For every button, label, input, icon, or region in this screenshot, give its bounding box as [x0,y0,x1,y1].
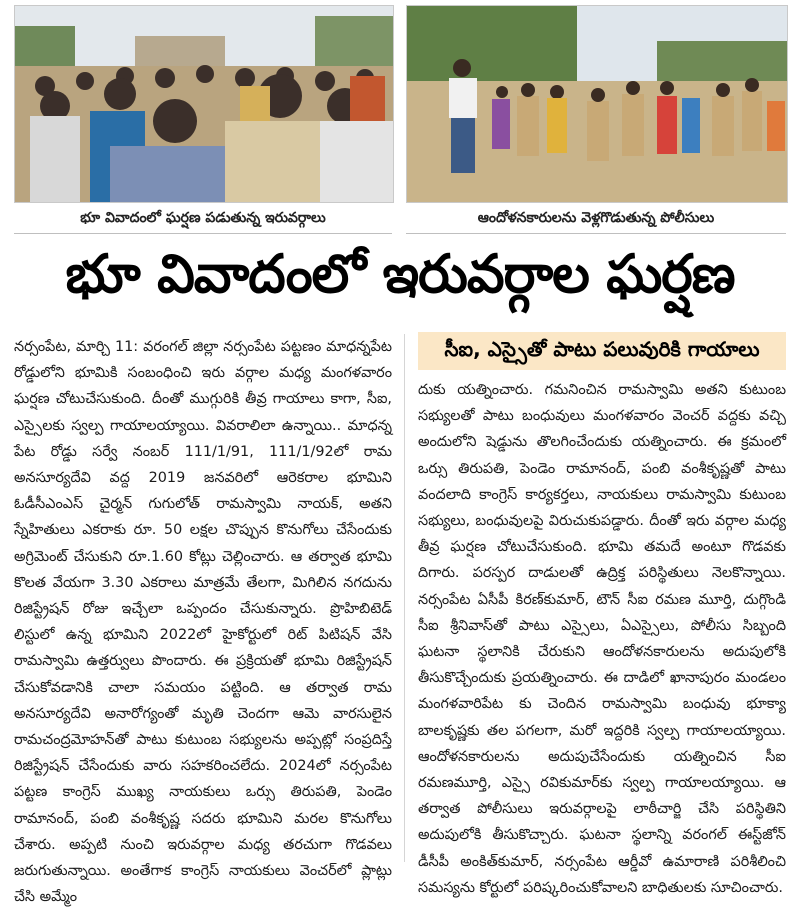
photo-police-dispersing [406,5,788,203]
headline: భూ వివాదంలో ఇరువర్గాల ఘర్షణ [65,244,735,305]
subheadline: సీఐ, ఎస్సైతో పాటు పలువురికి గాయాలు [418,332,786,370]
article-column-left [14,334,392,906]
column-divider [404,334,405,862]
photo-caption-right: ఆందోళనకారులను వెళ్లగొడుతున్న పోలీసులు [406,205,786,234]
photo-crowd-clash [14,5,394,203]
crowd-clash-image [15,6,393,202]
photo-caption-left: భూ వివాదంలో ఘర్షణ పడుతున్న ఇరువర్గాలు [14,205,392,234]
article-text-right: దుకు యత్నించారు. గమనించిన రామస్వామి అతని కుటుంబ సభ్యులతో పాటు బంధువులు మంగళవారం వెంచర్ వద్దకు వచ్చి అందులోని షెడ్డును తొలగించేందుకు యత్నించారు. ఈ క్రమంలో ఒర్సు తిరుపతి, పెండెం రామానంద్, పంబి వంశీకృష్ణతో పాటు వందలాది కాంగ్రెస్ కార్యకర్తలు, నాయకులు రామస్వామి కుటుంబ సభ్యులు, బంధువులపై విరుచుకుపడ్డారు. దీంతో ఇరు వర్గాల మధ్య తీవ్ర ఘర్షణ చోటుచేసుకుంది. భూమి తమదే అంటూ గొడవకు దిగారు. పరస్పర దాడులతో ఉద్రిక్త పరిస్థితులు నెలకొన్నాయి. నర్సంపేట ఏసీపీ కిరణ్‌కుమార్, టౌన్ సీఐ రమణ మూర్తి, దుగ్గొండి సీఐ శ్రీనివాస్‌తో పాటు ఎస్సైలు, ఏఎస్సైలు, పోలీసు సిబ్బంది ఘటనా స్థలానికి చేరుకుని ఆందోళనకారులను అదుపులోకి తీసుకొచ్చేందుకు ప్రయత్నించారు. ఈ దాడిలో ఖానాపురం మండలం మంగళవారిపేట కు చెందిన రామస్వామి బంధువు భూక్యా బాలకృష్ణకు తల పగలగా, మరో ఇద్దరికి స్వల్ప గాయాలయ్యాయి. ఆందోళనకారులను అదుపుచేసేందుకు యత్నించిన సీఐ రమణమూర్తి, ఎస్సై రవికుమార్‌కు స్వల్ప గాయాలయ్యాయి. ఆ తర్వాత పోలీసులు ఇరువర్గాలపై లాఠీచార్జి చేసి పరిస్థితిని అదుపులోకి తీసుకొచ్చారు. ఘటనా స్థలాన్ని వరంగల్ ఈస్ట్‌జోన్ డీసీపీ అంకిత్‌కుమార్, నర్సంపేట ఆర్డీవో ఉమారాణి పరిశీలించి సమస్యను కోర్టులో పరిష్కరించుకోవాలని బాధితులకు సూచించారు. [418,382,786,896]
article-text-left: నర్సంపేట, మార్చి 11: వరంగల్ జిల్లా నర్సంపేట పట్టణం మాధన్నపేట రోడ్డులోని భూమికి సంబంధించి ఇరు వర్గాల మధ్య మంగళవారం ఘర్షణ చోటుచేసుకుంది. దీంతో ముగ్గురికి తీవ్ర గాయాలు కాగా, సీఐ, ఎస్సైలకు స్వల్ప గాయాలయ్యాయి. వివరాలిలా ఉన్నాయి.. మాధన్న పేట రోడ్డు సర్వే నంబర్ 111/1/91, 111/1/92లో రామ అనసూర్యదేవి వద్ద 2019 జనవరిలో ఆరెకరాల భూమిని ఓడీసీఎంఎస్ చైర్మన్ గుగులోత్ రామస్వామి నాయక్, అతని స్నేహితులు ఎకరాకు రూ. 50 లక్షల చొప్పున కొనుగోలు చేసేందుకు అగ్రిమెంట్ చేసుకుని రూ.1.60 కోట్లు చెల్లించారు. ఆ తర్వాత భూమి కొలత వేయగా 3.30 ఎకరాలు మాత్రమే తేలగా, మిగిలిన నగదును రిజిస్ట్రేషన్ రోజు ఇచ్చేలా ఒప్పందం చేసుకున్నారు. ప్రొహిబిటెడ్ లిస్టులో ఉన్న భూమిని 2022లో హైకోర్టులో రిట్ పిటిషన్ వేసి రామస్వామి ఉత్తర్వులు పొందారు. ఈ ప్రక్రియతో భూమి రిజిస్ట్రేషన్ చేసుకోవడానికి చాలా సమయం పట్టింది. ఆ తర్వాత రామ అనసూర్యదేవి అనారోగ్యంతో మృతి చెందగా ఆమె వారసులైన రామచంద్రమోహన్‌తో పాటు కుటుంబ సభ్యులను అప్పట్లో సంప్రదిస్తే రిజిస్ట్రేషన్ చేసేందుకు వారు సహకరించలేదు. 2024లో నర్సంపేట పట్టణ కాంగ్రెస్ ముఖ్య నాయకులు ఒర్సు తిరుపతి, పెండెం రామానంద్, పంబి వంశీకృష్ణ సదరు భూమిని మరల కొనుగోలు చేశారు. అప్పటి నుంచి ఇరువర్గాల మధ్య తరచుగా గొడవలు జరుగుతున్నాయి. అంతేగాక కాంగ్రెస్ నాయకులు వెంచర్‌లో ప్లాట్లు చేసి అమ్మేం [14,339,392,906]
article-column-right [418,377,786,896]
police-dispersing-image [407,6,787,202]
